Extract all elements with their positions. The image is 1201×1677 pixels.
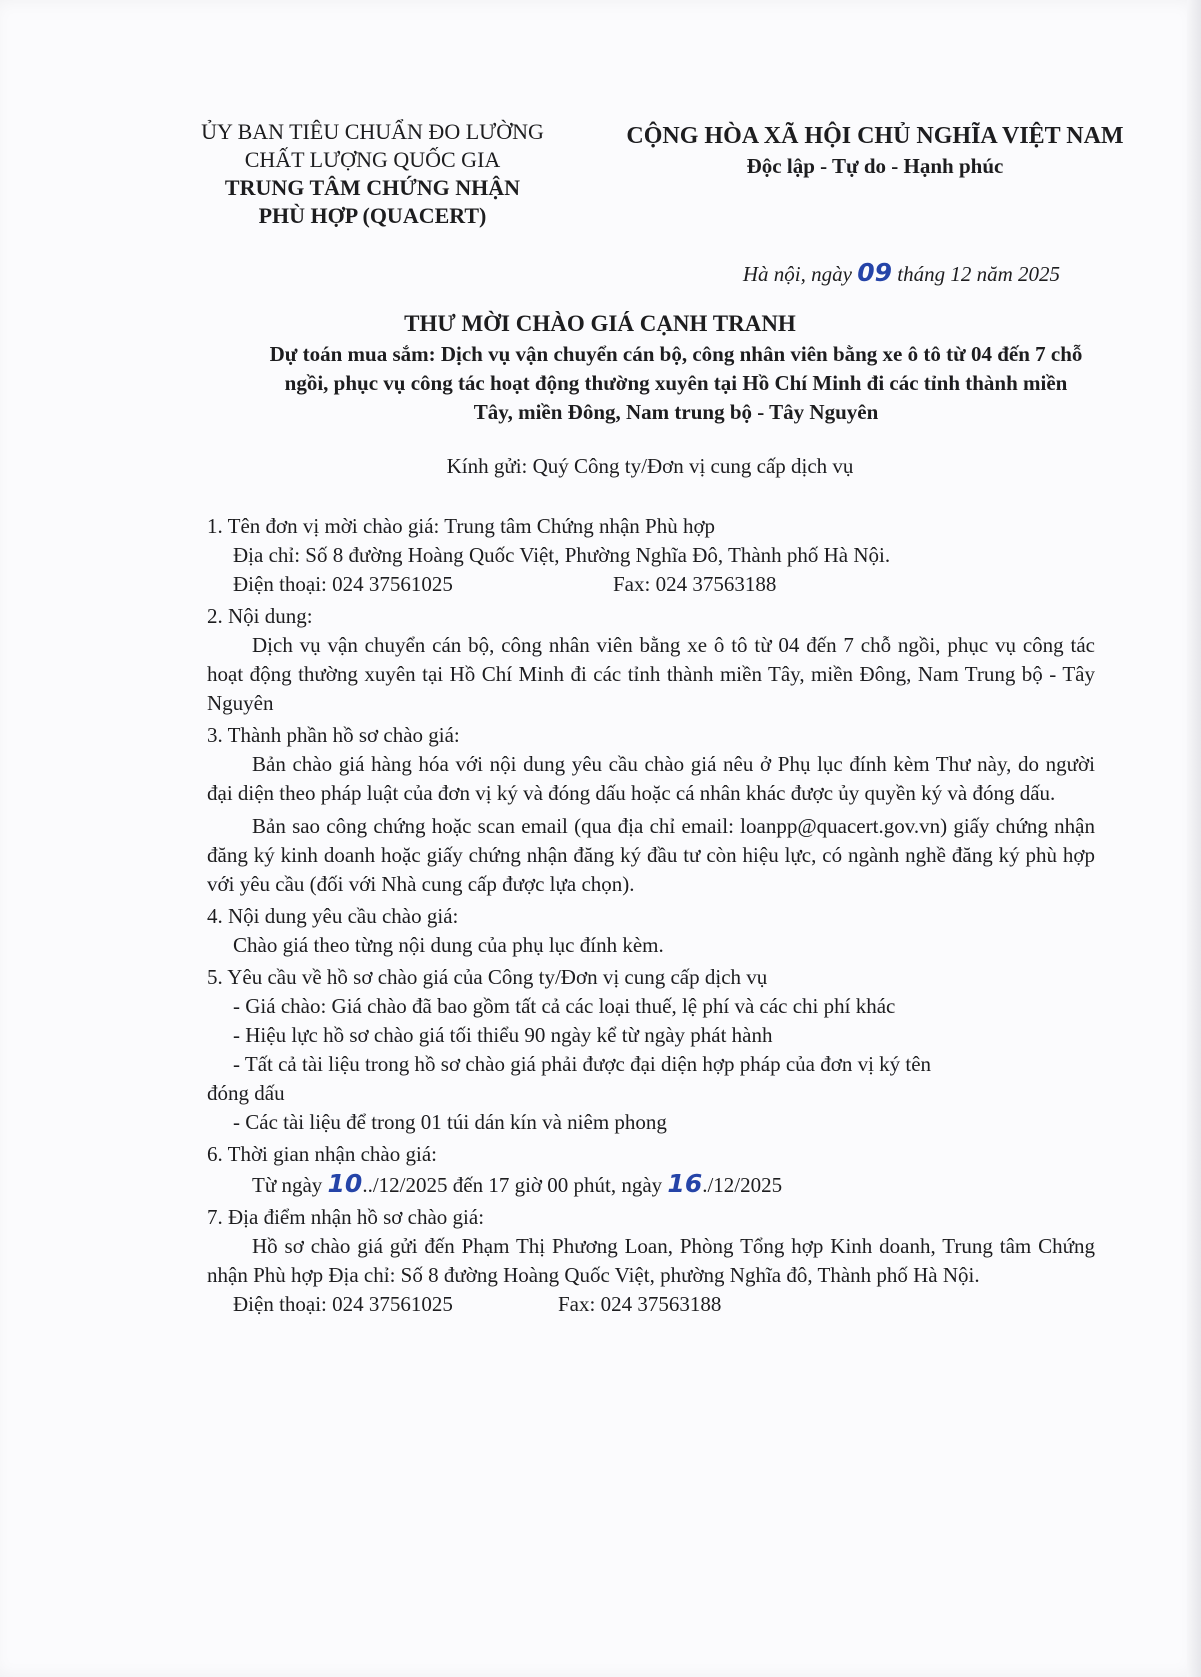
section-4-text: Chào giá theo từng nội dung của phụ lục đính kèm. (233, 933, 664, 957)
issuer-line-1: ỦY BAN TIÊU CHUẨN ĐO LƯỜNG (201, 119, 544, 144)
section-7-fax: Fax: 024 37563188 (558, 1292, 722, 1316)
section-3-para-1: Bản chào giá hàng hóa với nội dung yêu cầu chào giá nêu ở Phụ lục đính kèm Thư này, do người đại diện theo pháp luật của đơn vị ký và đóng dấu hoặc cá nhân khác được ủy quyền ký và đóng dấu. (207, 752, 1095, 805)
section-1-address: Địa chỉ: Số 8 đường Hoàng Quốc Việt, Phường Nghĩa Đô, Thành phố Hà Nội. (233, 543, 891, 567)
section-6-from-suffix: ../12/2025 đến 17 giờ 00 phút, ngày (362, 1173, 663, 1197)
section-6-text (207, 1169, 1095, 1200)
national-title: CỘNG HÒA XÃ HỘI CHỦ NGHĨA VIỆT NAM (626, 123, 1124, 149)
handwritten-to-day: 16 (667, 1169, 703, 1198)
issuer-line-2: CHẤT LƯỢNG QUỐC GIA (244, 147, 501, 172)
scan-edge (1187, 0, 1201, 1677)
dateline-prefix: Hà nội, ngày (742, 262, 852, 286)
section-4-heading: 4. Nội dung yêu cầu chào giá: (207, 904, 459, 928)
document-subtitle: Dự toán mua sắm: Dịch vụ vận chuyển cán bộ, công nhân viên bằng xe ô tô từ 04 đến 7 chỗ ngồi, phục vụ công tác hoạt động thường xuyên tại Hồ Chí Minh đi các tỉnh thành miền Tây, miền Đông, Nam trung bộ - Tây Nguyên (269, 342, 1083, 424)
section-5-bullet-3-cont: đóng dấu (207, 1081, 285, 1105)
section-1-fax: Fax: 024 37563188 (613, 572, 777, 596)
section-5-bullet-1: - Giá chào: Giá chào đã bao gồm tất cả các loại thuế, lệ phí và các chi phí khác (233, 994, 896, 1018)
national-motto: Độc lập - Tự do - Hạnh phúc (746, 154, 1004, 178)
section-1-contact (207, 570, 1095, 599)
section-7-contact (207, 1290, 1095, 1319)
dateline-suffix: tháng 12 năm 2025 (897, 262, 1060, 286)
national-header (605, 120, 1145, 180)
section-7-heading: 7. Địa điểm nhận hồ sơ chào giá: (207, 1205, 485, 1229)
section-2-heading: 2. Nội dung: (207, 604, 313, 628)
issuer-line-3: TRUNG TÂM CHỨNG NHẬN (224, 175, 521, 200)
section-7-text: Hồ sơ chào giá gửi đến Phạm Thị Phương Loan, Phòng Tổng hợp Kinh doanh, Trung tâm Chứng nhận Phù hợp Địa chỉ: Số 8 đường Hoàng Quốc Việt, phường Nghĩa đô, Thành phố Hà Nội. (207, 1234, 1095, 1287)
section-7-phone: Điện thoại: 024 37561025 (233, 1292, 453, 1316)
section-5-bullet-4: - Các tài liệu để trong 01 túi dán kín và niêm phong (233, 1110, 667, 1134)
greeting: Kính gửi: Quý Công ty/Đơn vị cung cấp dịch vụ (446, 454, 854, 478)
section-5-bullet-2: - Hiệu lực hồ sơ chào giá tối thiểu 90 ngày kể từ ngày phát hành (233, 1023, 773, 1047)
issuer-line-4: PHÙ HỢP (QUACERT) (258, 203, 487, 228)
issuer-header (180, 118, 565, 230)
section-1-phone: Điện thoại: 024 37561025 (233, 572, 453, 596)
dateline (600, 258, 1060, 287)
section-3-para-2: Bản sao công chứng hoặc scan email (qua địa chỉ email: loanpp@quacert.gov.vn) giấy chứng nhận đăng ký kinh doanh hoặc giấy chứng nhận đăng ký đầu tư còn hiệu lực, có ngành nghề đăng ký phù hợp với yêu cầu (đối với Nhà cung cấp được lựa chọn). (207, 814, 1095, 896)
section-5-heading: 5. Yêu cầu về hồ sơ chào giá của Công ty/Đơn vị cung cấp dịch vụ (207, 965, 768, 989)
section-1-heading: 1. Tên đơn vị mời chào giá: Trung tâm Chứng nhận Phù hợp (207, 514, 716, 538)
section-6-from-prefix: Từ ngày (252, 1173, 323, 1197)
section-5-bullet-3: - Tất cả tài liệu trong hồ sơ chào giá phải được đại diện hợp pháp của đơn vị ký tên (233, 1052, 932, 1076)
section-6-heading: 6. Thời gian nhận chào giá: (207, 1142, 437, 1166)
section-6-to-suffix: ./12/2025 (702, 1173, 783, 1197)
document-body (207, 512, 1095, 1319)
section-3-heading: 3. Thành phần hồ sơ chào giá: (207, 723, 460, 747)
section-2-text: Dịch vụ vận chuyển cán bộ, công nhân viên bằng xe ô tô từ 04 đến 7 chỗ ngồi, phục vụ công tác hoạt động thường xuyên tại Hồ Chí Minh đi các tỉnh thành miền Tây, miền Đông, Nam Trung bộ - Tây Nguyên (207, 633, 1095, 715)
handwritten-from-day: 10 (327, 1169, 363, 1198)
handwritten-day: 09 (857, 258, 892, 287)
document-title: THƯ MỜI CHÀO GIÁ CẠNH TRANH (404, 311, 796, 336)
